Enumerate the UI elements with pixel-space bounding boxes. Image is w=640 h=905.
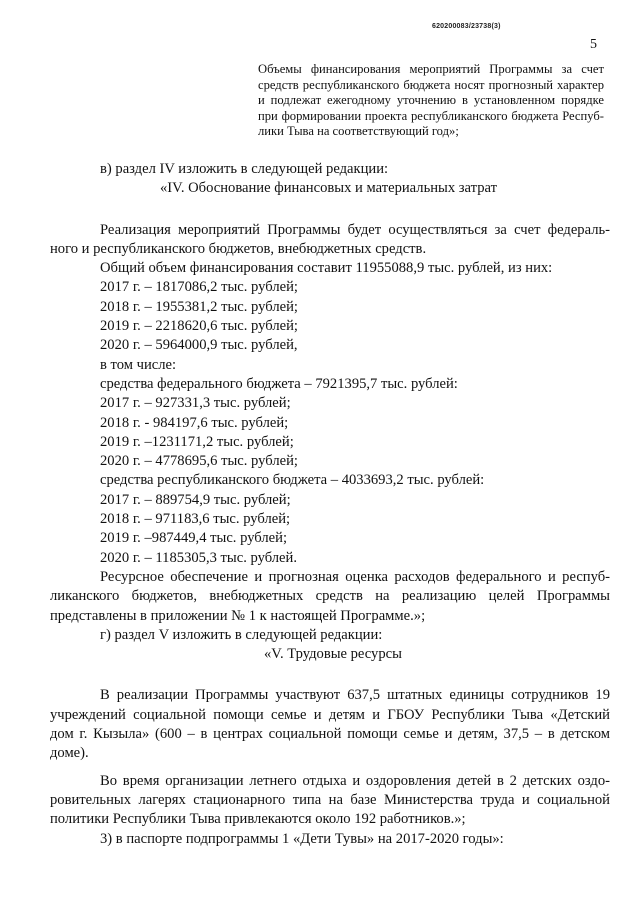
document-body bbox=[50, 160, 610, 849]
federal-year-line: 2019 г. –1231171,2 тыс. рублей; bbox=[100, 433, 294, 450]
section-v-heading: «V. Трудовые ресурсы bbox=[264, 646, 402, 663]
funding-note bbox=[258, 62, 604, 140]
section-iv-heading: «IV. Обоснование финансовых и материальных затрат bbox=[160, 180, 497, 197]
section-v-instruction: г) раздел V изложить в следующей редакции: bbox=[100, 626, 383, 643]
republic-year-line: 2019 г. –987449,4 тыс. рублей; bbox=[100, 530, 287, 547]
republic-year-line: 2020 г. – 1185305,3 тыс. рублей. bbox=[100, 549, 297, 566]
note-line: и подлежат ежегодному уточнению в установленном порядке bbox=[258, 93, 604, 107]
section-iv-instruction: в) раздел IV изложить в следующей редакции: bbox=[100, 161, 389, 177]
total-funding: Общий объем финансирования составит 11955088,9 тыс. рублей, из них: bbox=[100, 260, 553, 277]
federal-year-line: 2018 г. - 984197,6 тыс. рублей; bbox=[100, 414, 289, 431]
camps-line: ровительных лагерях стационарного типа на базе Министерства труда и социальной bbox=[50, 791, 610, 808]
republic-year-line: 2018 г. – 971183,6 тыс. рублей; bbox=[100, 511, 291, 528]
staff-line: В реализации Программы участвуют 637,5 штатных единицы сотрудников 19 bbox=[100, 687, 610, 704]
note-line: Объемы финансирования мероприятий Программы за счет bbox=[258, 62, 604, 76]
republic-total: средства республиканского бюджета – 4033693,2 тыс. рублей: bbox=[100, 472, 485, 489]
intro-line: ного и республиканского бюджетов, внебюджетных средств. bbox=[50, 240, 427, 257]
including-label: в том числе: bbox=[100, 356, 177, 373]
total-year-line: 2019 г. – 2218620,6 тыс. рублей; bbox=[100, 318, 298, 335]
document-id: 620200083/23738(3) bbox=[432, 23, 501, 30]
total-year-line: 2018 г. – 1955381,2 тыс. рублей; bbox=[100, 298, 298, 315]
intro-line: Реализация мероприятий Программы будет осуществляться за счет федераль- bbox=[100, 221, 610, 238]
republic-year-line: 2017 г. – 889754,9 тыс. рублей; bbox=[100, 491, 291, 508]
resources-line: ликанского бюджетов, внебюджетных средств на реализацию целей Программы bbox=[50, 588, 610, 605]
resources-line: Ресурсное обеспечение и прогнозная оценка расходов федерального и респуб- bbox=[100, 568, 610, 585]
total-year-line: 2020 г. – 5964000,9 тыс. рублей, bbox=[100, 337, 298, 354]
page-number: 5 bbox=[590, 37, 597, 52]
staff-line: доме). bbox=[50, 745, 89, 762]
note-line: при формировании проекта республиканского бюджета Респуб- bbox=[258, 108, 604, 123]
item-3-line: 3) в паспорте подпрограммы 1 «Дети Тувы» на 2017-2020 годы»: bbox=[100, 830, 504, 847]
federal-total: средства федерального бюджета – 7921395,7 тыс. рублей: bbox=[100, 375, 458, 392]
staff-line: учреждений социальной помощи семье и детям и ГБОУ Республики Тыва «Детский bbox=[50, 706, 610, 723]
resources-line: представлены в приложении № 1 к настоящей Программе.»; bbox=[50, 607, 426, 624]
staff-line: дом г. Кызыла» (600 – в центрах социальной помощи семье и детям, 37,5 – в детском bbox=[50, 726, 610, 743]
total-year-line: 2017 г. – 1817086,2 тыс. рублей; bbox=[100, 279, 298, 296]
note-line: средств республиканского бюджета носят прогнозный характер bbox=[258, 77, 604, 92]
camps-line: политики Республики Тыва привлекаются около 192 работников.»; bbox=[50, 811, 466, 828]
camps-line: Во время организации летнего отдыха и оздоровления детей в 2 детских оздо- bbox=[100, 772, 610, 789]
note-line: лики Тыва на соответствующий год»; bbox=[258, 124, 459, 138]
federal-year-line: 2020 г. – 4778695,6 тыс. рублей; bbox=[100, 453, 298, 470]
federal-year-line: 2017 г. – 927331,3 тыс. рублей; bbox=[100, 395, 291, 412]
